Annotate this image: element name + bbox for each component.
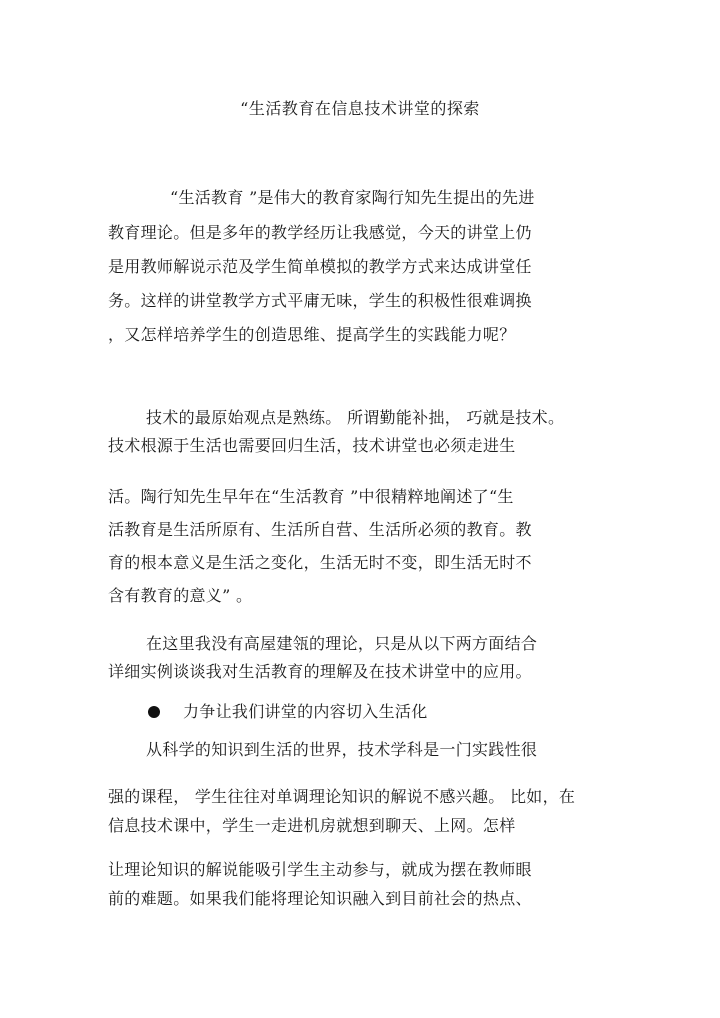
paragraph-1-line-3: 是用教师解说示范及学生简单模拟的教学方式来达成讲堂任 — [108, 257, 532, 276]
bullet-dot-icon — [148, 706, 160, 718]
paragraph-1-line-4: 务。这样的讲堂教学方式平庸无味，学生的积极性很难调换 — [108, 291, 532, 310]
document-title: “生活教育在信息技术讲堂的探索 — [240, 99, 480, 118]
paragraph-1-line-5: ，又怎样培养学生的创造思维、提高学生的实践能力呢？ — [108, 325, 516, 344]
paragraph-2-line-2: 技术根源于生活也需要回归生活，技术讲堂也必须走进生 — [108, 436, 516, 455]
paragraph-1-line-2: 教育理论。但是多年的教学经历让我感觉，今天的讲堂上仍 — [108, 223, 532, 242]
paragraph-5-line-1: 从科学的知识到生活的世界，技术学科是一门实践性很 — [146, 740, 538, 759]
paragraph-3-line-2: 活教育是生活所原有、生活所自营、生活所必须的教育。教 — [108, 520, 532, 539]
paragraph-1-line-1: “生活教育 ”是伟大的教育家陶行知先生提出的先进 — [170, 188, 535, 207]
paragraph-4-line-1: 在这里我没有高屋建瓴的理论，只是从以下两方面结合 — [146, 634, 538, 653]
bullet-item-1: 力争让我们讲堂的内容切入生活化 — [183, 702, 428, 721]
paragraph-2-line-1: 技术的最原始观点是熟练。 所谓勤能补拙， 巧就是技术。 — [146, 408, 565, 427]
paragraph-6-line-1: 强的课程， 学生往往对单调理论知识的解说不感兴趣。 比如，在 — [108, 787, 576, 806]
paragraph-3-line-3: 育的根本意义是生活之变化，生活无时不变，即生活无时不 — [108, 553, 532, 572]
paragraph-6-line-2: 信息技术课中，学生一走进机房就想到聊天、上网。怎样 — [108, 816, 516, 835]
paragraph-3-line-4: 含有教育的意义” 。 — [108, 586, 253, 605]
paragraph-7-line-2: 前的难题。如果我们能将理论知识融入到目前社会的热点、 — [108, 889, 532, 908]
paragraph-7-line-1: 让理论知识的解说能吸引学生主动参与，就成为摆在教师眼 — [108, 860, 532, 879]
paragraph-3-line-1: 活。陶行知先生早年在“生活教育 ”中很精粹地阐述了“生 — [108, 487, 514, 506]
paragraph-4-line-2: 详细实例谈谈我对生活教育的理解及在技术讲堂中的应用。 — [108, 662, 532, 681]
